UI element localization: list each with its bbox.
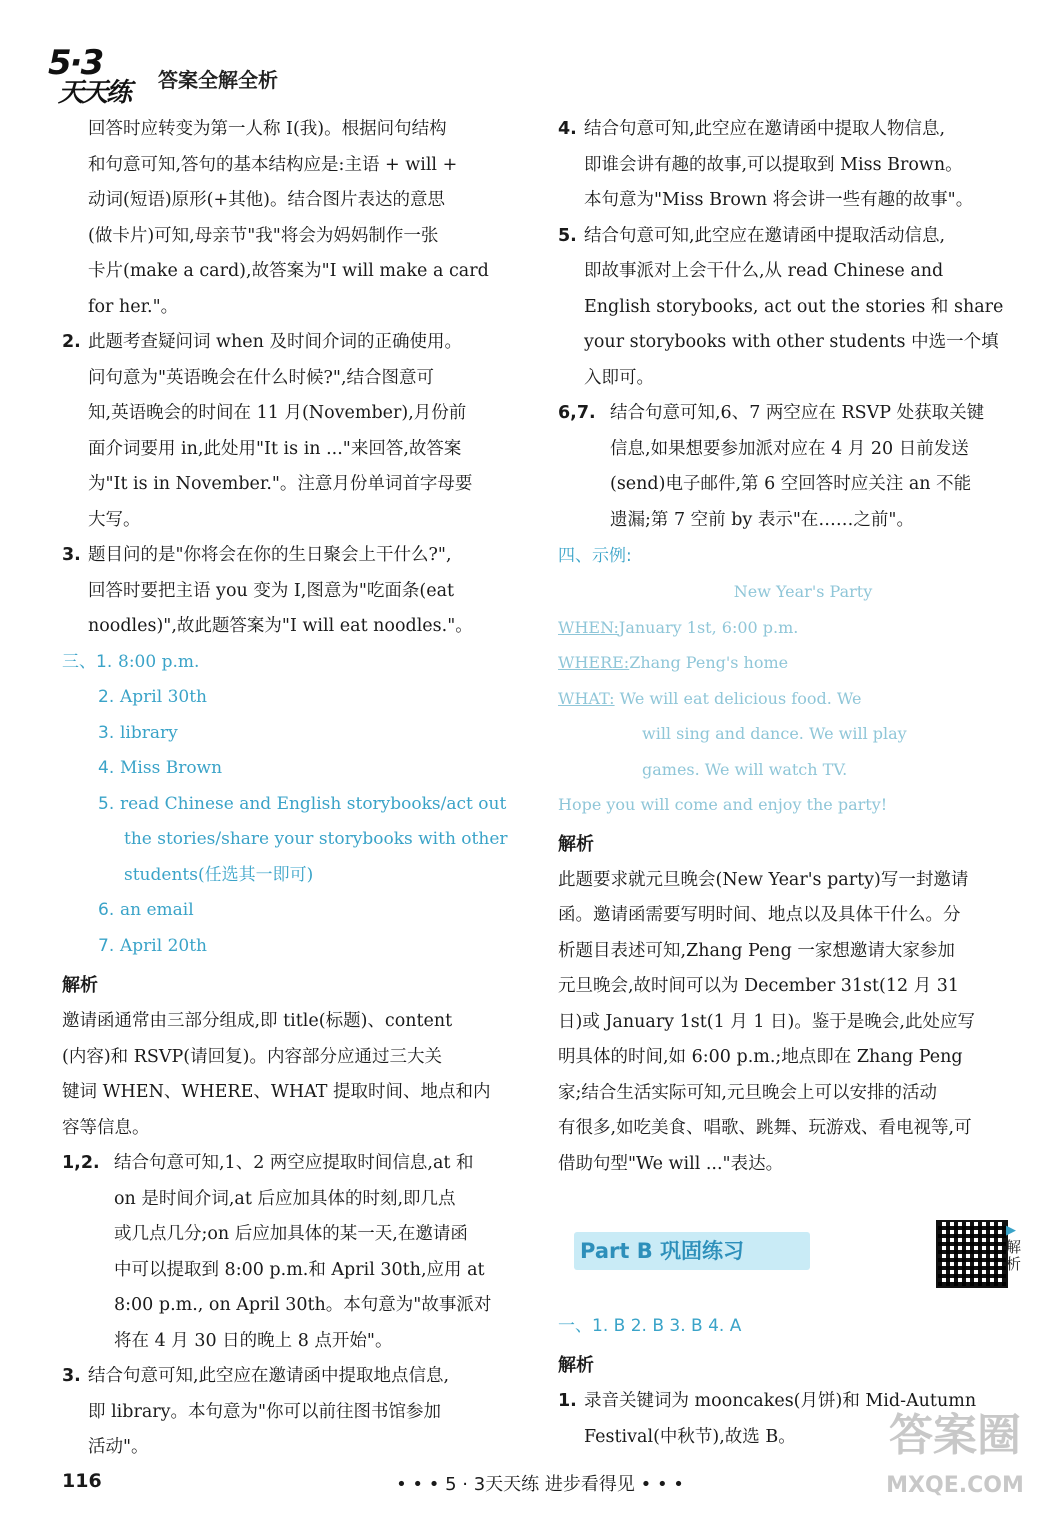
text-line: 卡片(make a card),故答案为"I will make a card xyxy=(88,261,489,281)
explanation-item-1-2 xyxy=(62,1146,532,1359)
section-label: 三、 xyxy=(62,651,96,672)
logo-top: 5·3 xyxy=(48,43,103,83)
answer-row xyxy=(62,929,532,965)
text-line: 活动"。 xyxy=(88,1437,149,1457)
text-line: 录音关键词为 mooncakes(月饼)和 Mid-Autumn xyxy=(584,1391,977,1411)
text-line: 本句意为"Miss Brown 将会讲一些有趣的故事"。 xyxy=(584,190,974,210)
what-value-line2: will sing and dance. We will play xyxy=(642,724,907,743)
text-line: 此题要求就元旦晚会(New Year's party)写一封邀请 xyxy=(558,869,969,890)
text-line: Festival(中秋节),故选 B。 xyxy=(584,1426,796,1447)
text-line: 析题目表述可知,Zhang Peng 一家想邀请大家参加 xyxy=(558,940,955,961)
text-line: 明具体的时间,如 6:00 p.m.;地点即在 Zhang Peng xyxy=(558,1047,963,1067)
answer-number: 3. xyxy=(98,722,115,743)
brand-logo xyxy=(48,43,134,108)
text-line: 和句意可知,答句的基本结构应是:主语 + will + xyxy=(88,154,458,175)
answer-text: an email xyxy=(120,900,194,920)
analysis-heading: 解析 xyxy=(62,975,98,996)
invite-where xyxy=(558,645,1028,681)
explanation-item-6-7 xyxy=(558,396,1028,538)
page-header xyxy=(48,40,1028,110)
text-line: 函。邀请函需要写明时间、地点以及具体干什么。分 xyxy=(558,905,961,925)
explanation-item-3 xyxy=(62,538,532,645)
sample-invitation xyxy=(558,574,1028,823)
explanation-item-4 xyxy=(558,112,1028,219)
explanation-item-2 xyxy=(62,325,532,538)
invite-closing: Hope you will come and enjoy the party! xyxy=(558,795,888,814)
text-line: 有很多,如吃美食、唱歌、跳舞、玩游戏、看电视等,可 xyxy=(558,1118,972,1138)
what-label: WHAT: xyxy=(558,688,615,708)
watermark-logo xyxy=(880,1406,1030,1526)
left-column xyxy=(62,112,532,1466)
invite-title: New Year's Party xyxy=(733,582,873,601)
answer-row xyxy=(62,716,532,752)
text-line: 结合句意可知,1、2 两空应提取时间信息,at 和 xyxy=(114,1153,474,1173)
when-label: WHEN: xyxy=(558,617,619,637)
text-line: 中可以提取到 8:00 p.m.和 April 30th,应用 at xyxy=(114,1259,485,1280)
answer-row xyxy=(62,751,532,787)
text-line: 大写。 xyxy=(88,509,141,530)
paragraph-analysis xyxy=(62,1004,532,1146)
text-line: 为"It is in November."。注意月份单词首字母要 xyxy=(88,474,473,494)
item-number: 2. xyxy=(62,332,81,352)
invite-when xyxy=(558,610,1028,646)
text-line: 日)或 January 1st(1 月 1 日)。鉴于是晚会,此处应写 xyxy=(558,1011,975,1032)
page-number: 116 xyxy=(62,1470,102,1492)
text-line: 回答时应转变为第一人称 I(我)。根据问句结构 xyxy=(88,119,447,139)
what-value-line3: games. We will watch TV. xyxy=(642,759,848,779)
answer-text: read Chinese and English storybooks/act out xyxy=(120,793,507,814)
part-b-banner: Part B 巩固练习 xyxy=(574,1232,810,1270)
paragraph-q1-cont xyxy=(62,112,532,325)
text-line: (send)电子邮件,第 6 空回答时应关注 an 不能 xyxy=(610,474,972,494)
answer-number: 1. xyxy=(96,651,113,672)
answer-row xyxy=(62,787,532,823)
answers-section-3 xyxy=(62,645,532,965)
qr-label xyxy=(1006,1222,1024,1273)
answer-text: 8:00 p.m. xyxy=(118,651,200,672)
analysis-heading: 解析 xyxy=(558,833,594,855)
answer-number: 4. xyxy=(98,758,115,778)
text-line: 结合句意可知,此空应在邀请函中提取活动信息, xyxy=(584,225,946,246)
answer-text: Miss Brown xyxy=(120,758,223,778)
text-line: your storybooks with other students 中选一个填 xyxy=(584,332,999,352)
watermark-line1: 答案圈 xyxy=(889,1410,1021,1461)
answer-text: library xyxy=(120,722,178,743)
text-line: 知,英语晚会的时间在 11 月(November),月份前 xyxy=(88,403,467,423)
part-b-answers: 一、1. B 2. B 3. B 4. A xyxy=(558,1316,742,1336)
invite-what xyxy=(558,681,1028,717)
watermark-line2: MXQE.COM xyxy=(886,1473,1024,1498)
text-line: 结合句意可知,6、7 两空应在 RSVP 处获取关键 xyxy=(610,403,985,423)
what-value: We will eat delicious food. We xyxy=(619,688,862,708)
text-line: 元旦晚会,故时间可以为 December 31st(12 月 31 xyxy=(558,976,960,996)
text-line: for her."。 xyxy=(88,296,179,317)
text-line: 家;结合生活实际可知,元旦晚会上可以安排的活动 xyxy=(558,1082,937,1103)
item-number: 3. xyxy=(62,1366,81,1386)
play-icon: ▶ xyxy=(1006,1223,1016,1238)
text-line: 回答时要把主语 you 变为 I,图意为"吃面条(eat xyxy=(88,580,455,601)
text-line: 信息,如果想要参加派对应在 4 月 20 日前发送 xyxy=(610,438,969,459)
text-line: 即 library。本句意为"你可以前往图书馆参加 xyxy=(88,1401,442,1422)
answer-number: 2. xyxy=(98,687,115,707)
item-number: 3. xyxy=(62,545,81,565)
answer-row xyxy=(62,680,532,716)
where-value: Zhang Peng's home xyxy=(629,653,789,672)
analysis-heading: 解析 xyxy=(558,1355,594,1376)
answer-row xyxy=(62,893,532,929)
text-line: 动词(短语)原形(+其他)。结合图片表达的意思 xyxy=(88,190,445,210)
text-line: 遗漏;第 7 空前 by 表示"在……之前"。 xyxy=(610,509,914,530)
text-line: 结合句意可知,此空应在邀请函中提取地点信息, xyxy=(88,1366,450,1386)
answer-row xyxy=(62,645,532,681)
text-line: 邀请函通常由三部分组成,即 title(标题)、content xyxy=(62,1011,453,1031)
text-line: 结合句意可知,此空应在邀请函中提取人物信息, xyxy=(584,119,946,139)
text-line: 或几点几分;on 后应加具体的某一天,在邀请函 xyxy=(114,1224,468,1244)
explanation-item-5 xyxy=(558,219,1028,397)
header-title: 答案全解全析 xyxy=(158,68,278,92)
item-number: 1,2. xyxy=(62,1153,100,1173)
qr-label-text: 解析 xyxy=(1006,1238,1022,1273)
answer-number: 7. xyxy=(98,935,115,956)
qr-code-icon[interactable] xyxy=(936,1220,1008,1288)
when-value: January 1st, 6:00 p.m. xyxy=(618,617,799,637)
paragraph-analysis xyxy=(558,863,1028,1183)
text-line: on 是时间介词,at 后应加具体的时刻,即几点 xyxy=(114,1188,456,1209)
text-line: 键词 WHEN、WHERE、WHAT 提取时间、地点和内 xyxy=(62,1082,491,1102)
text-line: 入即可。 xyxy=(584,367,654,388)
section-4-heading: 四、示例: xyxy=(558,546,632,566)
text-line: 借助句型"We will ..."表达。 xyxy=(558,1153,784,1174)
text-line: 即故事派对上会干什么,从 read Chinese and xyxy=(584,261,944,281)
answer-text: April 30th xyxy=(120,687,207,707)
text-line: 容等信息。 xyxy=(62,1117,150,1138)
answer-number: 6. xyxy=(98,900,115,920)
text-line: (内容)和 RSVP(请回复)。内容部分应通过三大关 xyxy=(62,1046,442,1067)
text-line: 此题考查疑问词 when 及时间介词的正确使用。 xyxy=(88,332,463,352)
text-line: 面介词要用 in,此处用"It is in ..."来回答,故答案 xyxy=(88,438,462,459)
logo-bottom: 天天练 xyxy=(58,78,131,108)
item-number: 5. xyxy=(558,225,577,246)
answer-continuation: students(任选其一即可) xyxy=(124,864,314,885)
text-line: 题目问的是"你将会在你的生日聚会上干什么?", xyxy=(88,545,452,565)
text-line: 问句意为"英语晚会在什么时候?",结合图意可 xyxy=(88,367,435,388)
text-line: 即谁会讲有趣的故事,可以提取到 Miss Brown。 xyxy=(584,154,963,175)
text-line: English storybooks, act out the stories 和 share xyxy=(584,296,1004,317)
right-column xyxy=(558,112,1028,1182)
answer-text: April 20th xyxy=(120,935,207,956)
item-number: 4. xyxy=(558,119,577,139)
answer-number: 5. xyxy=(98,793,115,814)
item-number: 1. xyxy=(558,1391,577,1411)
text-line: (做卡片)可知,母亲节"我"将会为妈妈制作一张 xyxy=(88,225,439,246)
item-number: 6,7. xyxy=(558,403,596,423)
explanation-item-3b xyxy=(62,1359,532,1466)
footer-slogan: • • • 5 · 3天天练 进步看得见 • • • xyxy=(396,1474,684,1495)
text-line: 8:00 p.m., on April 30th。本句意为"故事派对 xyxy=(114,1295,492,1315)
answer-continuation: the stories/share your storybooks with other xyxy=(124,829,508,849)
text-line: noodles)",故此题答案为"I will eat noodles."。 xyxy=(88,616,473,636)
where-label: WHERE: xyxy=(558,653,630,672)
text-line: 将在 4 月 30 日的晚上 8 点开始"。 xyxy=(114,1330,393,1351)
